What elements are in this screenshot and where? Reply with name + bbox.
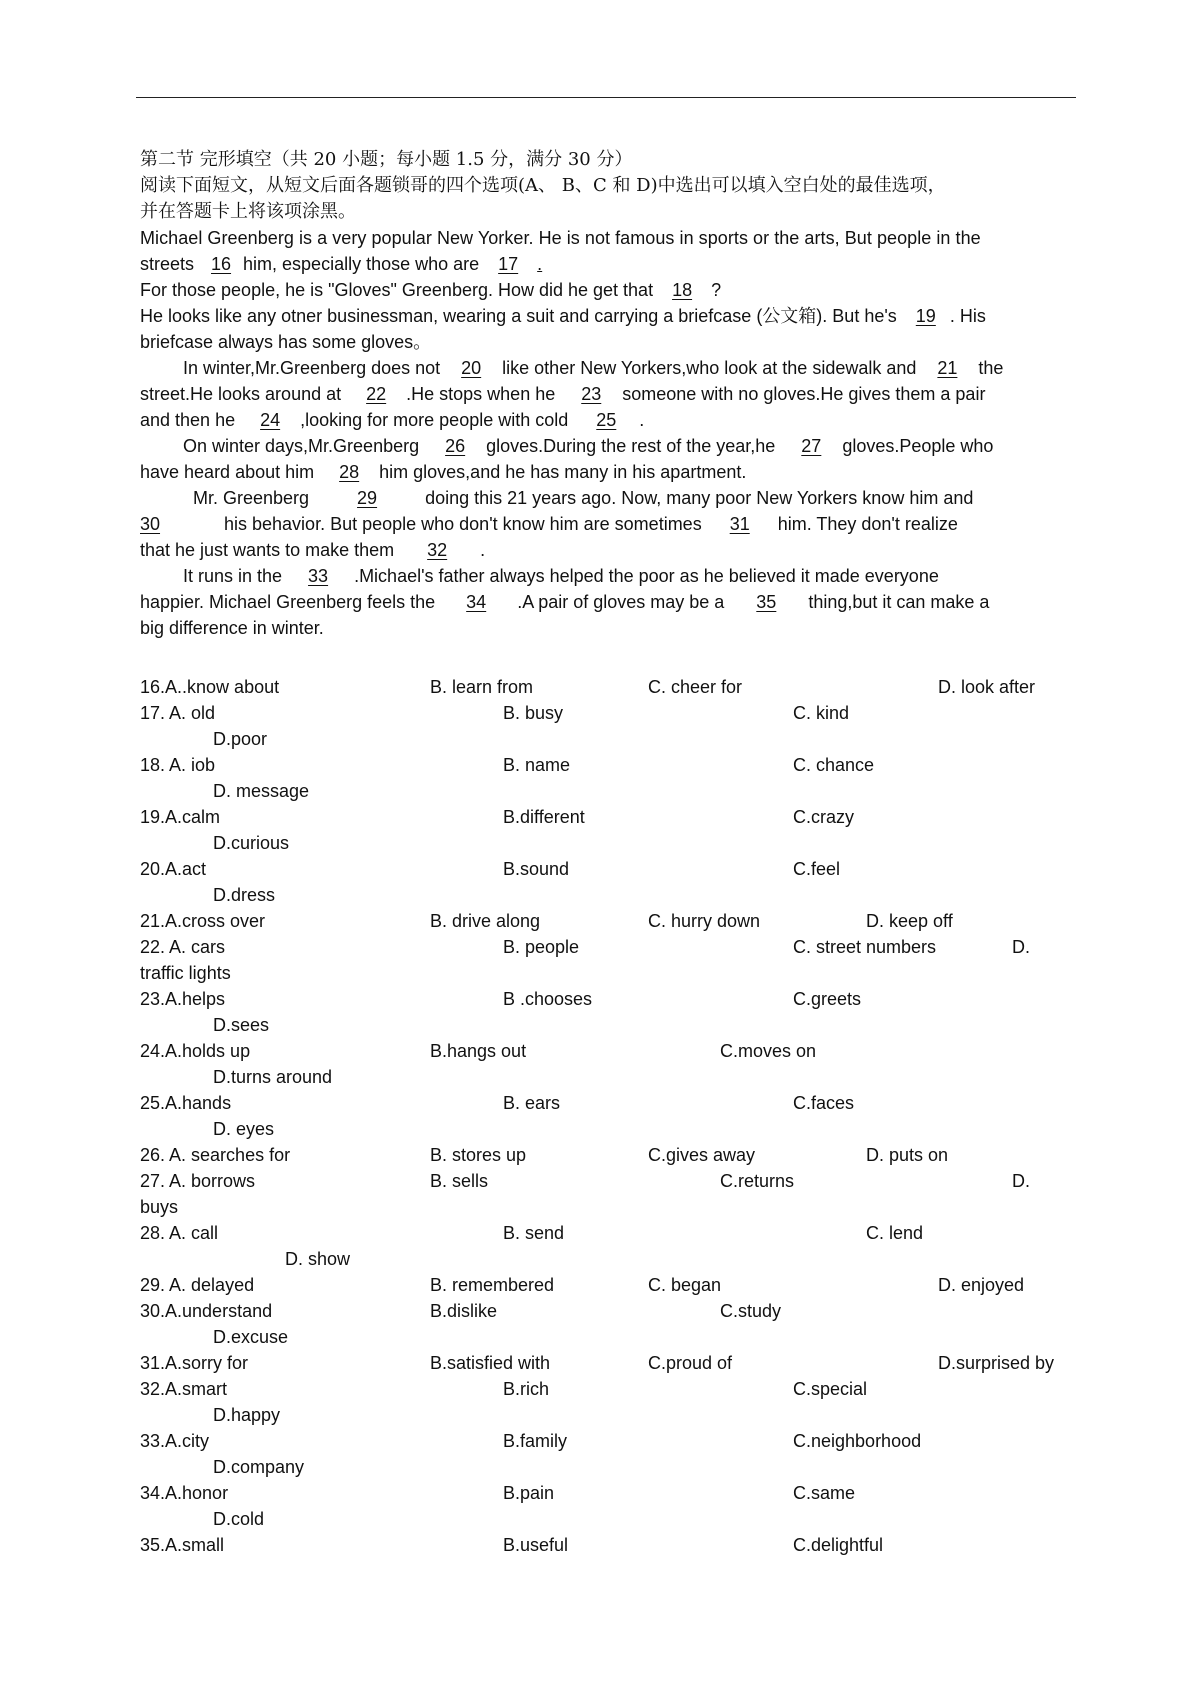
option-d: D.surprised by xyxy=(938,1353,1055,1373)
passage-line: street.He looks around at 22 .He stops when he 23 someone with no gloves.He gives them a pair xyxy=(140,381,1076,407)
option-d: D.excuse xyxy=(213,1327,289,1347)
option-c: C. chance xyxy=(793,755,875,775)
option-c: C. street numbers xyxy=(793,937,937,957)
option-d: D.cold xyxy=(213,1509,265,1529)
option-d-cont: traffic lights xyxy=(140,963,231,983)
blank-30: 30 xyxy=(140,514,161,534)
option-c: C.crazy xyxy=(793,807,855,827)
option-d: D.curious xyxy=(213,833,290,853)
option-b: B.hangs out xyxy=(430,1041,527,1061)
option-b: B.satisfied with xyxy=(430,1353,551,1373)
question-row-wrap xyxy=(140,1012,1076,1038)
option-b: B .chooses xyxy=(503,989,593,1009)
question-row-wrap xyxy=(140,1116,1076,1142)
option-d: D. look after xyxy=(938,677,1036,697)
passage-line: It runs in the 33 .Michael's father always helped the poor as he believed it made everyone xyxy=(140,563,1076,589)
option-b: B.family xyxy=(503,1431,568,1451)
option-c: C.returns xyxy=(720,1171,795,1191)
blank-29: 29 xyxy=(357,488,378,508)
option-a: 17. A. old xyxy=(140,703,216,723)
option-a: 30.A.understand xyxy=(140,1301,273,1321)
passage-line: 30 his behavior. But people who don't know him are sometimes 31 him. They don't realize xyxy=(140,511,1076,537)
option-c: C.neighborhood xyxy=(793,1431,922,1451)
option-a: 35.A.small xyxy=(140,1535,225,1555)
option-d-cont: buys xyxy=(140,1197,179,1217)
passage-line: He looks like any otner businessman, wearing a suit and carrying a briefcase (公文箱). But he's 19 . His xyxy=(140,303,1076,329)
question-row-wrap xyxy=(140,830,1076,856)
blank-27: 27 xyxy=(801,436,822,456)
blank-28: 28 xyxy=(339,462,360,482)
option-b: B.sound xyxy=(503,859,570,879)
passage-line: happier. Michael Greenberg feels the 34 .A pair of gloves may be a 35 thing,but it can make a xyxy=(140,589,1076,615)
option-a: 34.A.honor xyxy=(140,1483,229,1503)
option-c: C.faces xyxy=(793,1093,855,1113)
option-a: 18. A. iob xyxy=(140,755,216,775)
blank-20: 20 xyxy=(461,358,482,378)
option-d: D. xyxy=(1012,1171,1030,1191)
option-d: D.company xyxy=(213,1457,305,1477)
question-row xyxy=(140,804,1076,830)
question-row xyxy=(140,1376,1076,1402)
option-a: 24.A.holds up xyxy=(140,1041,251,1061)
instruction-line: 阅读下面短文，从短文后面各题锁哥的四个选项(A、 B、C 和 D)中选出可以填入空白处的最佳选项， xyxy=(140,175,946,196)
question-row xyxy=(140,1298,1076,1324)
question-row-wrap xyxy=(140,1194,1076,1220)
question-row-wrap xyxy=(140,1324,1076,1350)
option-a: 33.A.city xyxy=(140,1431,210,1451)
option-d: D.turns around xyxy=(213,1067,333,1087)
option-d: D. puts on xyxy=(866,1145,949,1165)
option-b: B. send xyxy=(503,1223,565,1243)
option-b: B. remembered xyxy=(430,1275,555,1295)
option-c: C. hurry down xyxy=(648,911,761,931)
option-d: D.dress xyxy=(213,885,276,905)
question-row-wrap xyxy=(140,960,1076,986)
blank-24: 24 xyxy=(260,410,281,430)
option-a: 31.A.sorry for xyxy=(140,1353,249,1373)
blank-33: 33 xyxy=(308,566,329,586)
question-row xyxy=(140,1272,1076,1298)
question-row xyxy=(140,986,1076,1012)
option-a: 29. A. delayed xyxy=(140,1275,255,1295)
option-b: B. busy xyxy=(503,703,564,723)
question-row xyxy=(140,1090,1076,1116)
question-row xyxy=(140,700,1076,726)
option-d: D. message xyxy=(213,781,310,801)
passage-line: streets 16 him, especially those who are 17 . xyxy=(140,251,1076,277)
blank-19: 19 xyxy=(915,306,936,326)
option-b: B. sells xyxy=(430,1171,489,1191)
option-a: 23.A.helps xyxy=(140,989,226,1009)
question-row xyxy=(140,1168,1076,1194)
passage-line: For those people, he is "Gloves" Greenberg. How did he get that 18 ? xyxy=(140,277,1076,303)
option-d: D. enjoyed xyxy=(938,1275,1025,1295)
option-c: C. kind xyxy=(793,703,850,723)
option-b: B.different xyxy=(503,807,585,827)
passage-line: In winter,Mr.Greenberg does not 20 like other New Yorkers,who look at the sidewalk and 21 the xyxy=(140,355,1076,381)
option-b: B.pain xyxy=(503,1483,555,1503)
cloze-passage xyxy=(140,147,1076,641)
blank-25: 25 xyxy=(596,410,617,430)
section-title: 第二节 完形填空（共 20 小题；每小题 1.5 分，满分 30 分） xyxy=(140,149,633,170)
question-row xyxy=(140,1142,1076,1168)
option-b: B. ears xyxy=(503,1093,561,1113)
option-c: C.greets xyxy=(793,989,862,1009)
option-c: C.study xyxy=(720,1301,782,1321)
question-row xyxy=(140,752,1076,778)
question-row-wrap xyxy=(140,726,1076,752)
blank-26: 26 xyxy=(445,436,466,456)
option-a: 20.A.act xyxy=(140,859,207,879)
blank-23: 23 xyxy=(581,384,602,404)
blank-31: 31 xyxy=(729,514,750,534)
blank-21: 21 xyxy=(937,358,958,378)
option-b: B.dislike xyxy=(430,1301,498,1321)
passage-line: big difference in winter. xyxy=(140,618,324,638)
option-c: C. cheer for xyxy=(648,677,743,697)
option-b: B. name xyxy=(503,755,571,775)
answer-options xyxy=(140,674,1076,1558)
passage-line: have heard about him 28 him gloves,and he has many in his apartment. xyxy=(140,459,1076,485)
question-row xyxy=(140,674,1076,700)
option-a: 19.A.calm xyxy=(140,807,221,827)
option-a: 21.A.cross over xyxy=(140,911,266,931)
option-a: 27. A. borrows xyxy=(140,1171,256,1191)
question-row xyxy=(140,1428,1076,1454)
option-c: C. began xyxy=(648,1275,722,1295)
blank-32: 32 xyxy=(427,540,448,560)
option-d: D. keep off xyxy=(866,911,953,931)
option-d: D.happy xyxy=(213,1405,281,1425)
option-b: B. drive along xyxy=(430,911,541,931)
option-a: 25.A.hands xyxy=(140,1093,232,1113)
option-c: C.delightful xyxy=(793,1535,884,1555)
header-rule xyxy=(136,97,1076,98)
option-c: C.gives away xyxy=(648,1145,756,1165)
passage-line: Mr. Greenberg 29 doing this 21 years ago. Now, many poor New Yorkers know him and xyxy=(140,485,1076,511)
question-row xyxy=(140,1532,1076,1558)
option-d: D.poor xyxy=(213,729,268,749)
question-row xyxy=(140,1350,1076,1376)
option-a: 26. A. searches for xyxy=(140,1145,291,1165)
blank-22: 22 xyxy=(366,384,387,404)
passage-line: On winter days,Mr.Greenberg 26 gloves.During the rest of the year,he 27 gloves.People who xyxy=(140,433,1076,459)
passage-line: briefcase always has some gloves。 xyxy=(140,332,432,352)
option-a: 28. A. call xyxy=(140,1223,219,1243)
option-c: C.special xyxy=(793,1379,868,1399)
option-c: C.proud of xyxy=(648,1353,733,1373)
blank-17: 17 xyxy=(498,254,519,274)
blank-16: 16 xyxy=(211,254,232,274)
option-d: D. eyes xyxy=(213,1119,275,1139)
question-row-wrap xyxy=(140,778,1076,804)
option-d: D.sees xyxy=(213,1015,270,1035)
option-c: C. lend xyxy=(866,1223,924,1243)
option-c: C.moves on xyxy=(720,1041,817,1061)
option-d: D. show xyxy=(285,1249,351,1269)
question-row xyxy=(140,1220,1076,1246)
question-row xyxy=(140,1480,1076,1506)
option-a: 22. A. cars xyxy=(140,937,226,957)
question-row-wrap xyxy=(140,1064,1076,1090)
question-row xyxy=(140,908,1076,934)
option-b: B. learn from xyxy=(430,677,534,697)
blank-18: 18 xyxy=(672,280,693,300)
question-row-wrap xyxy=(140,1506,1076,1532)
question-row xyxy=(140,1038,1076,1064)
option-b: B.rich xyxy=(503,1379,550,1399)
question-row-wrap xyxy=(140,1402,1076,1428)
blank-34: 34 xyxy=(466,592,487,612)
option-b: B.useful xyxy=(503,1535,569,1555)
option-c: C.feel xyxy=(793,859,841,879)
option-b: B. stores up xyxy=(430,1145,527,1165)
option-d: D. xyxy=(1012,937,1030,957)
passage-line: and then he 24 ,looking for more people with cold 25 . xyxy=(140,407,1076,433)
passage-line: Michael Greenberg is a very popular New Yorker. He is not famous in sports or the arts, But people in the xyxy=(140,228,981,248)
instruction-line: 并在答题卡上将该项涂黑。 xyxy=(140,201,356,222)
passage-line: that he just wants to make them 32 . xyxy=(140,537,1076,563)
question-row xyxy=(140,934,1076,960)
option-a: 32.A.smart xyxy=(140,1379,228,1399)
blank-35: 35 xyxy=(756,592,777,612)
option-a: 16.A..know about xyxy=(140,677,280,697)
question-row-wrap xyxy=(140,1454,1076,1480)
question-row-wrap xyxy=(140,1246,1076,1272)
question-row xyxy=(140,856,1076,882)
question-row-wrap xyxy=(140,882,1076,908)
option-b: B. people xyxy=(503,937,580,957)
option-c: C.same xyxy=(793,1483,856,1503)
